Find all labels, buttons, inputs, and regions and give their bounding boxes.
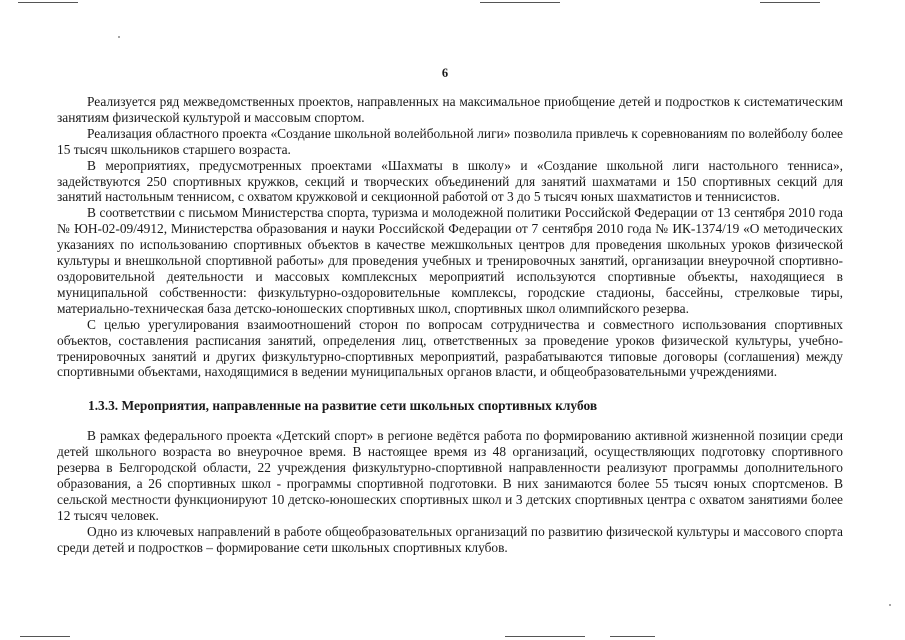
paragraph: В соответствии с письмом Министерства спорта, туризма и молодежной политики Российской Федерации от 13 сентября 2010 года № ЮН-02-09/4912, Министерства образования и науки Российской Федерации от 7 сентября 2010 года № ИК-1374/19 «О методических указаниях по использованию спортивных объектов в качестве межшкольных центров для проведения школьных уроков физической культуры и внешкольной спортивной работы» для проведения учебных и тренировочных занятий, организации внеурочной спортивно-оздоровительной деятельности и массовых комплексных мероприятий используются спортивные объекты, находящиеся в муниципальной собственности: физкультурно-оздоровительные комплексы, городские стадионы, бассейны, стрелковые тиры, материально-техническая база детско-юношеских спортивных школ, спортивных школ олимпийского резерва.: [57, 205, 843, 316]
bottom-scan-line-center: [505, 636, 585, 637]
paragraph: В рамках федерального проекта «Детский спорт» в регионе ведётся работа по формированию активной жизненной позиции среди детей школьного возраста во внеурочное время. В настоящее время из 48 организаций, осуществляющих подготовку спортивного резерва в Белгородской области, 22 учреждения физкультурно-спортивной направленности реализуют программы дополнительного образования, а 26 спортивных школ - программы спортивной подготовки. В них занимаются более 55 тысяч юных спортсменов. В сельской местности функционируют 10 детско-юношеских спортивных школ и 3 детских спортивных центра с охватом занятиями более 12 тысяч человек.: [57, 428, 843, 523]
page-number: 6: [441, 66, 449, 80]
paragraph: Реализуется ряд межведомственных проектов, направленных на максимальное приобщение детей и подростков к систематическим занятиям физической культурой и массовым спортом.: [57, 94, 843, 125]
paragraph: Одно из ключевых направлений в работе общеобразовательных организаций по развитию физической культуры и массового спорта среди детей и подростков – формирование сети школьных спортивных клубов.: [57, 523, 843, 555]
scan-speck: [889, 604, 891, 606]
bottom-scan-line-right: [610, 636, 655, 637]
top-scan-line-center: [480, 2, 560, 3]
paragraph: В мероприятиях, предусмотренных проектами «Шахматы в школу» и «Создание школьной лиги настольного тенниса», задействуются 250 спортивных кружков, секций и творческих объединений для занятий шахматами и 150 спортивных секций для занятий настольным теннисом, с охватом кружковой и секционной работой от 3 до 5 тысяч юных шахматистов и теннисистов.: [57, 157, 843, 205]
document-body: [57, 94, 843, 555]
top-scan-line-right: [760, 2, 820, 3]
paragraph: Реализация областного проекта «Создание школьной волейбольной лиги» позволила привлечь к соревнованиям по волейболу более 15 тысяч школьников старшего возраста.: [57, 125, 843, 157]
top-scan-line-left: [18, 2, 78, 3]
paragraph: С целью урегулирования взаимоотношений сторон по вопросам сотрудничества и совместного использования спортивных объектов, составления расписания занятий, определения лиц, ответственных за проведение уроков физической культуры, учебно-тренировочных занятий и других физкультурно-спортивных мероприятий, разрабатываются типовые договоры (соглашения) между спортивными объектами, находящимися в ведении муниципальных органов власти, и общеобразовательными учреждениями.: [57, 316, 843, 380]
bottom-scan-line-left: [20, 636, 70, 637]
scan-speck: [118, 36, 120, 38]
section-heading: 1.3.3. Мероприятия, направленные на развитие сети школьных спортивных клубов: [88, 398, 598, 414]
